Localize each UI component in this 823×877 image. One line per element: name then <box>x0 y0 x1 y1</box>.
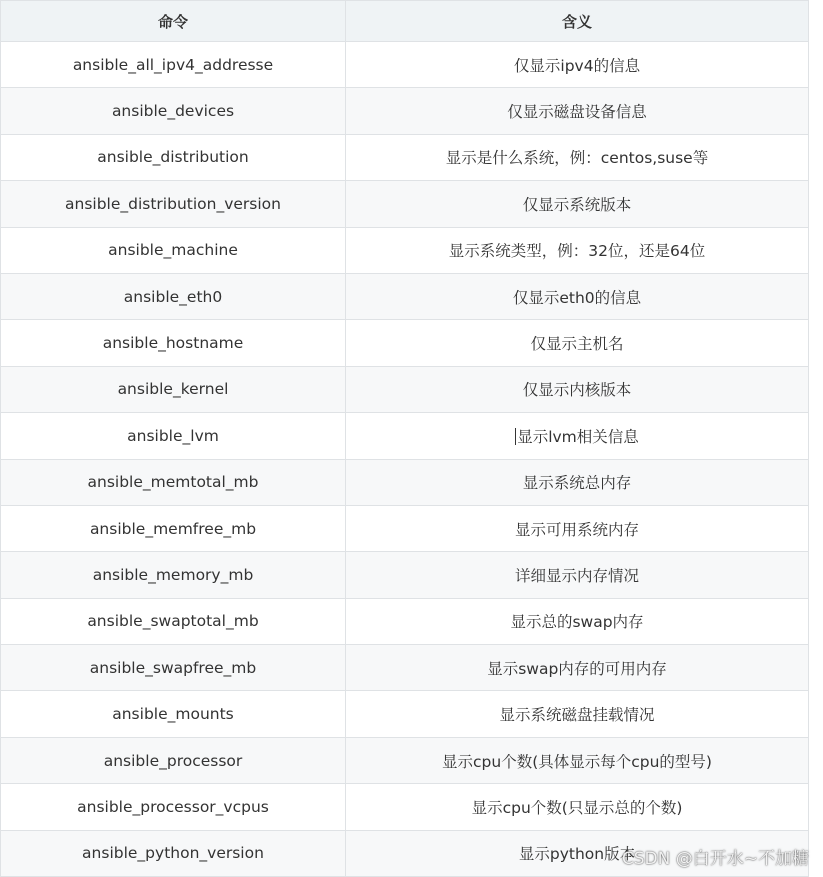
command-cell: ansible_devices <box>1 88 346 134</box>
meaning-cell: 显示python版本 <box>346 830 809 876</box>
meaning-cell: 显示可用系统内存 <box>346 505 809 551</box>
meaning-cell-editing[interactable] <box>346 413 809 459</box>
table-row <box>1 42 809 88</box>
table-row <box>1 181 809 227</box>
table-body <box>1 42 809 877</box>
command-cell: ansible_swaptotal_mb <box>1 598 346 644</box>
table-row <box>1 505 809 551</box>
table-row <box>1 784 809 830</box>
meaning-cell: 仅显示主机名 <box>346 320 809 366</box>
csdn-watermark: CSDN @白开水~不加糖 <box>621 849 809 869</box>
command-cell: ansible_distribution_version <box>1 181 346 227</box>
meaning-cell: 显示总的swap内存 <box>346 598 809 644</box>
meaning-cell: 显示cpu个数(具体显示每个cpu的型号) <box>346 737 809 783</box>
command-cell: ansible_kernel <box>1 366 346 412</box>
command-cell: ansible_memtotal_mb <box>1 459 346 505</box>
meaning-cell: 显示系统总内存 <box>346 459 809 505</box>
table-header <box>1 1 809 42</box>
meaning-cell: 仅显示eth0的信息 <box>346 273 809 319</box>
meaning-text: 显示lvm相关信息 <box>517 427 639 446</box>
command-cell: ansible_swapfree_mb <box>1 645 346 691</box>
table-row <box>1 366 809 412</box>
table-row <box>1 320 809 366</box>
header-row <box>1 1 809 42</box>
meaning-cell: 详细显示内存情况 <box>346 552 809 598</box>
table-row <box>1 88 809 134</box>
command-cell: ansible_python_version <box>1 830 346 876</box>
table-row <box>1 645 809 691</box>
command-cell: ansible_memory_mb <box>1 552 346 598</box>
meaning-cell: 仅显示内核版本 <box>346 366 809 412</box>
meaning-cell: 仅显示磁盘设备信息 <box>346 88 809 134</box>
meaning-cell: 仅显示系统版本 <box>346 181 809 227</box>
meaning-cell: 显示系统类型，例：32位，还是64位 <box>346 227 809 273</box>
table-row <box>1 552 809 598</box>
command-cell: ansible_eth0 <box>1 273 346 319</box>
command-cell: ansible_memfree_mb <box>1 505 346 551</box>
command-cell: ansible_processor_vcpus <box>1 784 346 830</box>
command-cell: ansible_lvm <box>1 413 346 459</box>
table-row <box>1 691 809 737</box>
table-row <box>1 598 809 644</box>
command-cell: ansible_machine <box>1 227 346 273</box>
meaning-cell: 显示swap内存的可用内存 <box>346 645 809 691</box>
table-row <box>1 273 809 319</box>
table-row <box>1 737 809 783</box>
table-row <box>1 413 809 459</box>
meaning-cell: 仅显示ipv4的信息 <box>346 42 809 88</box>
table-row <box>1 227 809 273</box>
table-row <box>1 459 809 505</box>
table-row <box>1 134 809 180</box>
header-meaning: 含义 <box>346 1 809 42</box>
command-cell: ansible_distribution <box>1 134 346 180</box>
command-cell: ansible_mounts <box>1 691 346 737</box>
header-command: 命令 <box>1 1 346 42</box>
meaning-cell: 显示是什么系统，例：centos,suse等 <box>346 134 809 180</box>
command-cell: ansible_hostname <box>1 320 346 366</box>
meaning-cell: 显示cpu个数(只显示总的个数) <box>346 784 809 830</box>
command-cell: ansible_all_ipv4_addresse <box>1 42 346 88</box>
meaning-cell: 显示系统磁盘挂载情况 <box>346 691 809 737</box>
command-cell: ansible_processor <box>1 737 346 783</box>
